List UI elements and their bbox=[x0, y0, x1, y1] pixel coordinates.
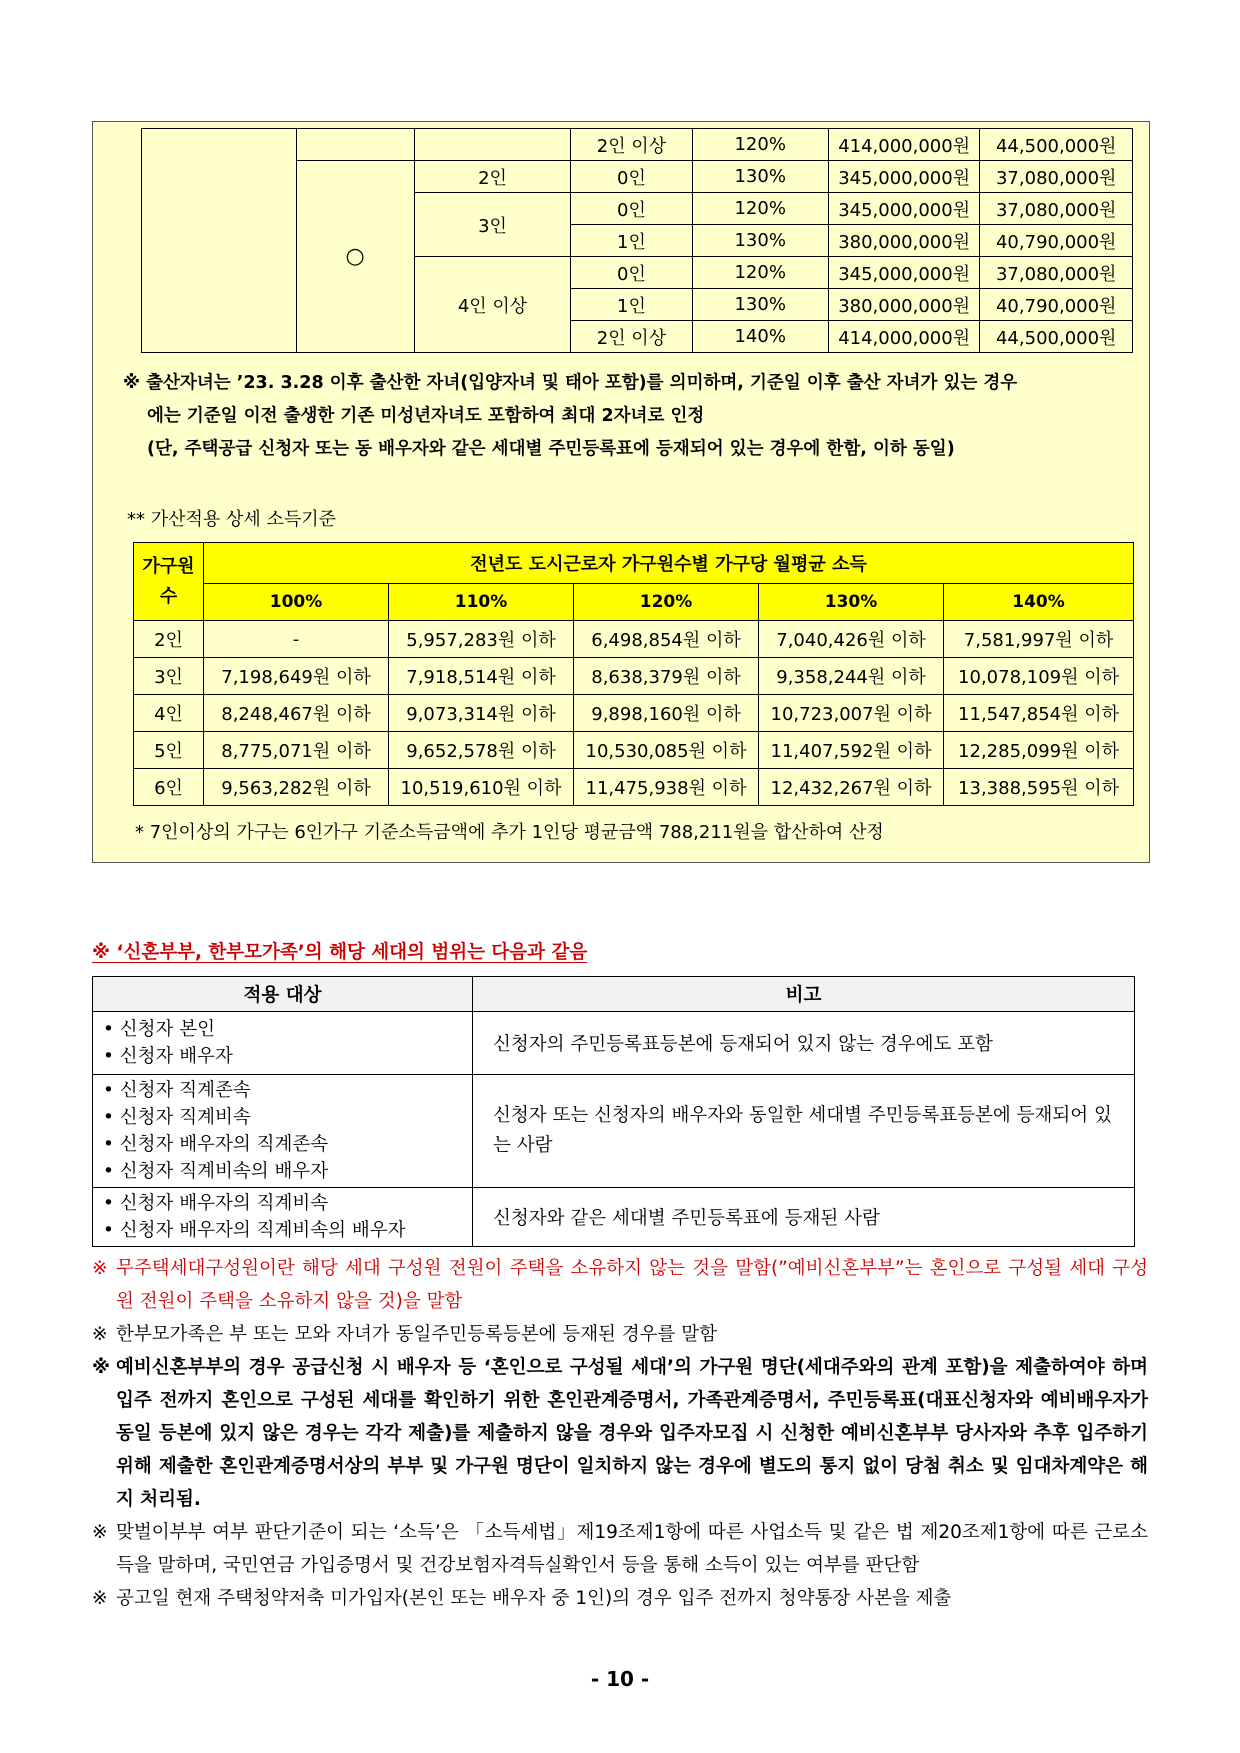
household-scope-table bbox=[92, 976, 1135, 1247]
notes-list bbox=[92, 1252, 1148, 1615]
circle-mark: ○ bbox=[296, 161, 414, 353]
note-item bbox=[92, 1516, 1148, 1582]
note-cell: 신청자와 같은 세대별 주민등록표에 등재된 사람 bbox=[473, 1188, 1135, 1247]
note-mark: ※ bbox=[92, 1324, 108, 1345]
note-mark: ※ bbox=[92, 1522, 108, 1543]
table-cell: 414,000,000원 bbox=[828, 129, 980, 161]
table-cell: 130% bbox=[692, 225, 828, 257]
table-cell: 11,475,938원 이하 bbox=[574, 769, 759, 806]
note-mark: ※ bbox=[92, 1258, 108, 1279]
pct-header: 120% bbox=[574, 584, 759, 621]
table-row bbox=[93, 1012, 1135, 1075]
list-item: • 신청자 직계비속의 배우자 bbox=[103, 1158, 462, 1185]
table-cell: 3인 bbox=[134, 658, 204, 695]
table-cell: 8,248,467원 이하 bbox=[204, 695, 389, 732]
income-group-header: 전년도 도시근로자 가구원수별 가구당 월평균 소득 bbox=[204, 543, 1134, 584]
table-cell: 0인 bbox=[571, 193, 692, 225]
table-cell: 130% bbox=[692, 289, 828, 321]
table-cell: 7,581,997원 이하 bbox=[944, 621, 1134, 658]
table-cell: 3인 bbox=[414, 193, 571, 257]
table-cell: 140% bbox=[692, 321, 828, 353]
table-cell: 120% bbox=[692, 129, 828, 161]
table-cell: 2인 bbox=[414, 161, 571, 193]
table-cell: 12,432,267원 이하 bbox=[759, 769, 944, 806]
table-cell: 37,080,000원 bbox=[980, 257, 1133, 289]
children-note bbox=[123, 367, 1133, 466]
table-cell bbox=[414, 129, 571, 161]
table-cell: 9,358,244원 이하 bbox=[759, 658, 944, 695]
table-cell: 11,407,592원 이하 bbox=[759, 732, 944, 769]
table-cell: 10,519,610원 이하 bbox=[389, 769, 574, 806]
table-cell: 5인 bbox=[134, 732, 204, 769]
list-item: • 신청자 배우자의 직계존속 bbox=[103, 1131, 462, 1158]
table-cell: 10,723,007원 이하 bbox=[759, 695, 944, 732]
table-cell: 10,078,109원 이하 bbox=[944, 658, 1134, 695]
table-cell: 120% bbox=[692, 257, 828, 289]
note-cell: 신청자의 주민등록표등본에 등재되어 있지 않는 경우에도 포함 bbox=[473, 1012, 1135, 1075]
pct-header: 140% bbox=[944, 584, 1134, 621]
income-criteria-box bbox=[92, 121, 1150, 863]
table-cell: 37,080,000원 bbox=[980, 161, 1133, 193]
table-cell: 9,563,282원 이하 bbox=[204, 769, 389, 806]
table-cell: 380,000,000원 bbox=[828, 289, 980, 321]
table-cell: 130% bbox=[692, 161, 828, 193]
pct-header: 110% bbox=[389, 584, 574, 621]
household-size-header: 가구원 수 bbox=[134, 543, 204, 621]
income-criteria-table bbox=[133, 542, 1134, 806]
table-cell: 7,198,649원 이하 bbox=[204, 658, 389, 695]
note-text: 한부모가족은 부 또는 모와 자녀가 동일주민등록등본에 등재된 경우를 말함 bbox=[116, 1324, 718, 1345]
list-item: • 신청자 직계비속 bbox=[103, 1104, 462, 1131]
table-cell bbox=[142, 129, 297, 353]
note-cell: 신청자 또는 신청자의 배우자와 동일한 세대별 주민등록표등본에 등재되어 있는 사람 bbox=[473, 1075, 1135, 1188]
table-cell bbox=[296, 129, 414, 161]
table-cell: 9,073,314원 이하 bbox=[389, 695, 574, 732]
table-cell: 0인 bbox=[571, 257, 692, 289]
table-cell: 37,080,000원 bbox=[980, 193, 1133, 225]
note-item bbox=[92, 1252, 1148, 1318]
note-item bbox=[92, 1582, 1148, 1615]
section-title: ※ ‘신혼부부, 한부모가족’의 해당 세대의 범위는 다음과 같음 bbox=[92, 942, 588, 963]
income-note: * 7인이상의 가구는 6인가구 기준소득금액에 추가 1인당 평균금액 788,211원을 합산하여 산정 bbox=[135, 822, 884, 843]
table-cell: 2인 이상 bbox=[571, 129, 692, 161]
pct-header: 100% bbox=[204, 584, 389, 621]
table-cell: 1인 bbox=[571, 225, 692, 257]
column-header: 비고 bbox=[473, 977, 1135, 1012]
table-cell: 1인 bbox=[571, 289, 692, 321]
table-cell: 4인 이상 bbox=[414, 257, 571, 353]
table-cell: 6인 bbox=[134, 769, 204, 806]
table-cell: 40,790,000원 bbox=[980, 225, 1133, 257]
table-cell: 414,000,000원 bbox=[828, 321, 980, 353]
table-row bbox=[93, 1188, 1135, 1247]
note-line: ※ 출산자녀는 ’23. 3.28 이후 출산한 자녀(입양자녀 및 태아 포함)를 의미하며, 기준일 이후 출산 자녀가 있는 경우 bbox=[123, 373, 1018, 393]
table-cell: 120% bbox=[692, 193, 828, 225]
list-item: • 신청자 직계존속 bbox=[103, 1077, 462, 1104]
pct-header: 130% bbox=[759, 584, 944, 621]
note-item bbox=[92, 1318, 1148, 1351]
table-cell: 13,388,595원 이하 bbox=[944, 769, 1134, 806]
note-line: (단, 주택공급 신청자 또는 동 배우자와 같은 세대별 주민등록표에 등재되어 있는 경우에 한함, 이하 동일) bbox=[147, 439, 955, 459]
table-cell: 5,957,283원 이하 bbox=[389, 621, 574, 658]
note-text: 예비신혼부부의 경우 공급신청 시 배우자 등 ‘혼인으로 구성될 세대’의 가구원 명단(세대주와의 관계 포함)을 제출하여야 하며 입주 전까지 혼인으로 구성된 세대를 확인하기 위한 혼인관계증명서, 가족관계증명서, 주민등록표(대표신청자와 예비배우자가 동일 등본에 있지 않은 경우는 각각 제출)를 제출하지 않을 경우와 입주자모집 시 신청한 예비신혼부부 당사자와 추후 입주하기 위해 제출한 혼인관계증명서상의 부부 및 가구원 명단이 일치하지 않는 경우에 별도의 통지 없이 당첨 취소 및 임대차계약은 해지 처리됨. bbox=[116, 1357, 1148, 1510]
table-cell: 345,000,000원 bbox=[828, 257, 980, 289]
list-item: • 신청자 배우자의 직계비속 bbox=[103, 1190, 462, 1217]
table-cell: 10,530,085원 이하 bbox=[574, 732, 759, 769]
table-cell: 380,000,000원 bbox=[828, 225, 980, 257]
note-mark: ※ bbox=[92, 1357, 110, 1378]
table-row bbox=[134, 769, 1134, 806]
table-cell: 4인 bbox=[134, 695, 204, 732]
table-cell: 8,775,071원 이하 bbox=[204, 732, 389, 769]
table-cell: 40,790,000원 bbox=[980, 289, 1133, 321]
table-row bbox=[134, 695, 1134, 732]
note-text: 무주택세대구성원이란 해당 세대 구성원 전원이 주택을 소유하지 않는 것을 말함(”예비신혼부부”는 혼인으로 구성될 세대 구성원 전원이 주택을 소유하지 않을 것)을 말함 bbox=[116, 1258, 1148, 1312]
table-cell: 44,500,000원 bbox=[980, 129, 1133, 161]
table-row bbox=[93, 1075, 1135, 1188]
note-line: 에는 기준일 이전 출생한 기존 미성년자녀도 포함하여 최대 2자녀로 인정 bbox=[147, 406, 705, 426]
table-cell: 11,547,854원 이하 bbox=[944, 695, 1134, 732]
table-cell: 2인 이상 bbox=[571, 321, 692, 353]
table-cell: 44,500,000원 bbox=[980, 321, 1133, 353]
table-row bbox=[134, 732, 1134, 769]
table-cell: 9,898,160원 이하 bbox=[574, 695, 759, 732]
note-text: 공고일 현재 주택청약저축 미가입자(본인 또는 배우자 중 1인)의 경우 입주 전까지 청약통장 사본을 제출 bbox=[116, 1588, 952, 1609]
table-cell: 345,000,000원 bbox=[828, 161, 980, 193]
column-header: 적용 대상 bbox=[93, 977, 473, 1012]
list-item: • 신청자 배우자 bbox=[103, 1043, 462, 1070]
note-text: 맞벌이부부 여부 판단기준이 되는 ‘소득’은 「소득세법」제19조제1항에 따른 사업소득 및 같은 법 제20조제1항에 따른 근로소득을 말하며, 국민연금 가입증명서 및 건강보험자격득실확인서 등을 통해 소득이 있는 여부를 판단함 bbox=[116, 1522, 1148, 1576]
table-cell: 6,498,854원 이하 bbox=[574, 621, 759, 658]
target-cell bbox=[93, 1075, 473, 1188]
table-cell: 7,918,514원 이하 bbox=[389, 658, 574, 695]
children-income-table bbox=[141, 128, 1133, 353]
table-cell: 0인 bbox=[571, 161, 692, 193]
list-item: • 신청자 배우자의 직계비속의 배우자 bbox=[103, 1217, 462, 1244]
table-cell: - bbox=[204, 621, 389, 658]
list-item: • 신청자 본인 bbox=[103, 1016, 462, 1043]
table-cell: 8,638,379원 이하 bbox=[574, 658, 759, 695]
income-criteria-title: ** 가산적용 상세 소득기준 bbox=[127, 509, 337, 530]
table-cell: 9,652,578원 이하 bbox=[389, 732, 574, 769]
table-cell: 2인 bbox=[134, 621, 204, 658]
page-number: - 10 - bbox=[590, 1667, 650, 1691]
table-cell: 12,285,099원 이하 bbox=[944, 732, 1134, 769]
target-cell bbox=[93, 1012, 473, 1075]
table-row bbox=[134, 621, 1134, 658]
note-mark: ※ bbox=[92, 1588, 108, 1609]
target-cell bbox=[93, 1188, 473, 1247]
table-cell: 345,000,000원 bbox=[828, 193, 980, 225]
note-item bbox=[92, 1351, 1148, 1516]
table-row bbox=[134, 658, 1134, 695]
table-cell: 7,040,426원 이하 bbox=[759, 621, 944, 658]
